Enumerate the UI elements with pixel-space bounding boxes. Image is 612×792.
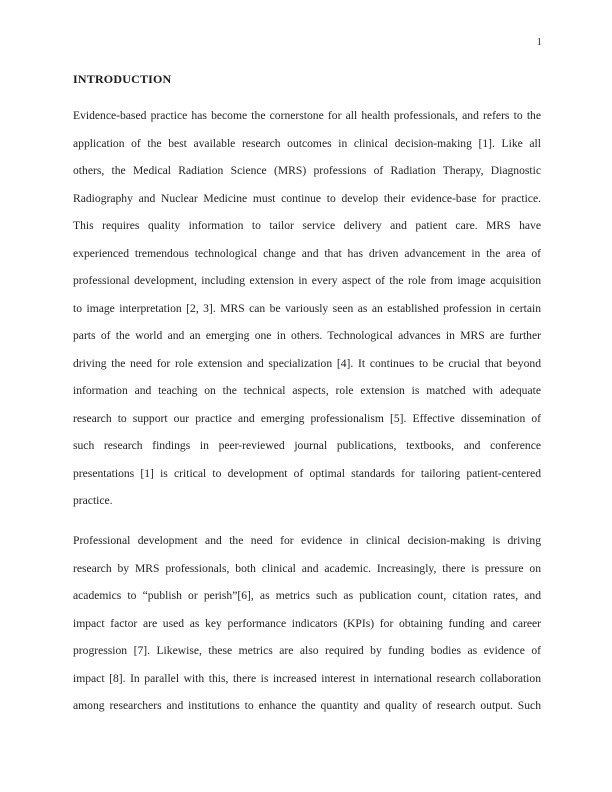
paragraph-line: presentations [1] is critical to development of optimal standards for tailoring patient-centered [73, 466, 541, 480]
paragraph-line: research by MRS professionals, both clinical and academic. Increasingly, there is pressure on [73, 561, 541, 575]
page-number: 1 [536, 36, 542, 48]
paragraph-line: to image interpretation [2, 3]. MRS can be variously seen as an established profession in certain [73, 301, 541, 315]
paragraph-line: impact [8]. In parallel with this, there is increased interest in international research collaboration [73, 671, 541, 685]
paragraph-line: progression [7]. Likewise, these metrics are also required by funding bodies as evidence of [73, 644, 541, 657]
paragraph-line: Evidence-based practice has become the cornerstone for all health professionals, and refers to the [73, 109, 541, 122]
paragraph-2 [73, 527, 541, 720]
paragraph-1 [73, 102, 541, 515]
paragraph-line: research to support our practice and emerging professionalism [5]. Effective dissemination of [73, 411, 541, 425]
paragraph-line: application of the best available research outcomes in clinical decision-making [1]. Like all [73, 136, 541, 150]
section-heading: INTRODUCTION [73, 72, 172, 86]
paragraph-line: driving the need for role extension and specialization [4]. It continues to be crucial that beyond [73, 356, 541, 370]
paragraph-line: This requires quality information to tailor service delivery and patient care. MRS have [73, 219, 541, 232]
paragraph-line: impact factor are used as key performance indicators (KPIs) for obtaining funding and career [73, 616, 541, 630]
paragraph-line: others, the Medical Radiation Science (MRS) professions of Radiation Therapy, Diagnostic [73, 164, 541, 177]
paragraph-line: among researchers and institutions to enhance the quantity and quality of research output. Such [73, 699, 541, 712]
paragraph-line: professional development, including extension in every aspect of the role from image acquisition [73, 274, 541, 287]
paragraph-line: such research findings in peer-reviewed journal publications, textbooks, and conference [73, 439, 541, 452]
paragraph-line: academics to “publish or perish”[6], as metrics such as publication count, citation rates, and [73, 589, 541, 602]
paragraph-line: parts of the world and an emerging one in others. Technological advances in MRS are further [73, 329, 541, 342]
paragraph-line: practice. [73, 494, 113, 507]
paragraph-line: experienced tremendous technological change and that has driven advancement in the area of [73, 246, 541, 260]
paragraph-line: Radiography and Nuclear Medicine must continue to develop their evidence-base for practice. [73, 191, 541, 205]
paragraph-line: information and teaching on the technical aspects, role extension is matched with adequate [73, 384, 541, 397]
paragraph-line: Professional development and the need for evidence in clinical decision-making is driving [73, 534, 541, 547]
